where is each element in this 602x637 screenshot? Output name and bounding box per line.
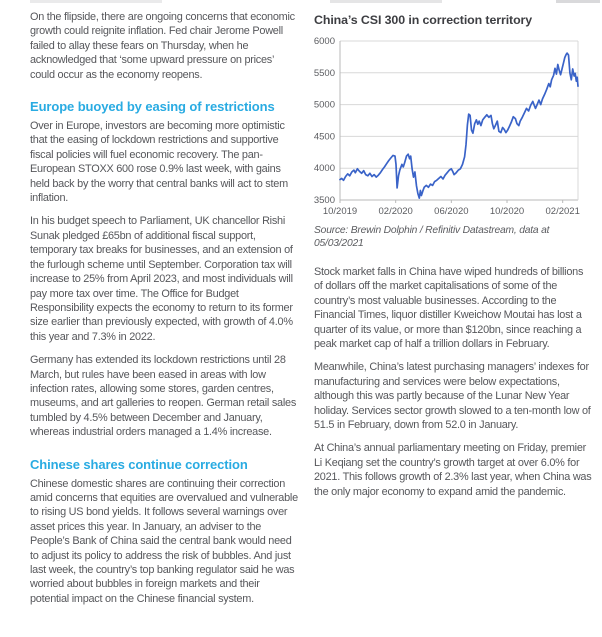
paragraph-china-market-falls: Stock market falls in China have wiped hundreds of billions of dollars off the market capitalisations of some of the country’s most valuable businesses. According to the Financial Times, liquor distiller Kweichow Moutai has lost a quarter of its value, or more than $120bn, since reaching a peak market cap of half a trillion dollars in February. (314, 266, 584, 351)
paragraph-china-pmi: Meanwhile, China’s latest purchasing managers’ indexes for manufacturing and services were below expectations, although this was partly because of the Lunar New Year holiday. Services sector growth slowed to a ten-month low of 51.5 in February, down from 52.0 in January. (314, 361, 591, 432)
paragraph-inflation-concerns: On the flipside, there are ongoing concerns that economic growth could reignite inflation. Fed chair Jerome Powell failed to allay these fears on Thursday, when he acknowledged that ‘some upward pressure on prices’ could occur as the economy reopens. (30, 11, 295, 81)
paragraph-germany-lockdown: Germany has extended its lockdown restrictions until 28 March, but rules have been eased in areas with low infection rates, allowing some stores, garden centres, museums, and art galleries to reopen. German retail sales tumbled by 4.5% between December and January, whereas industrial orders managed a 1.4% increase. (30, 354, 297, 439)
left-column (30, 10, 298, 615)
svg-text:5000: 5000 (314, 99, 335, 111)
paragraph-chinese-shares: Chinese domestic shares are continuing their correction amid concerns that equities are overvalued and vulnerable to rising US bond yields. It follows several warnings over asset prices this year. In January, an adviser to the People’s Bank of China said the central bank would need to adjust its policy to address the risk of bubbles. And just last week, the country’s top banking regulator said he was worried about bubbles in foreign markets and their potential impact on the Chinese financial system. (30, 477, 298, 605)
svg-text:02/2020: 02/2020 (378, 206, 413, 217)
svg-text:10/2020: 10/2020 (489, 206, 525, 217)
paragraph-china-growth-target: At China’s annual parliamentary meeting on Friday, premier Li Keqiang set the country’s growth target at over 6.0% for 2021. This follows growth of 2.3% last year, when China was the only major economy to expand amid the pandemic. (314, 442, 592, 498)
paragraph-europe-optimism: Over in Europe, investors are becoming more optimistic that the easing of lockdown restrictions and supportive fiscal policies will fuel economic recovery. The pan-European STOXX 600 rose 0.9% last week, with gains held back by the worry that central banks will act to stem inflation. (30, 120, 288, 205)
chart-title: China’s CSI 300 in correction territory (314, 13, 533, 27)
svg-text:6000: 6000 (314, 36, 335, 47)
svg-text:02/2021: 02/2021 (545, 206, 580, 217)
paragraph-uk-budget: In his budget speech to Parliament, UK chancellor Rishi Sunak pledged £65bn of additional fiscal support, temporary tax breaks for businesses, and an extension of the furlough scheme until September. Corporation tax will increase to 25% from April 2023, and most individuals will pay more tax over time. The Office for Budget Responsibility expects the economy to return to its former size earlier than previously expected, with growth of 4.0% this year and 7.3% in 2022. (30, 215, 293, 343)
svg-text:06/2020: 06/2020 (434, 206, 469, 217)
svg-text:10/2019: 10/2019 (322, 206, 358, 217)
section-heading-europe: Europe buoyed by easing of restrictions (30, 99, 275, 115)
csi300-line-chart (314, 36, 592, 221)
section-heading-china: Chinese shares continue correction (30, 456, 248, 472)
svg-text:4000: 4000 (314, 163, 335, 175)
right-column (314, 10, 592, 615)
svg-text:5500: 5500 (314, 67, 335, 79)
svg-text:4500: 4500 (314, 131, 335, 143)
svg-text:3500: 3500 (314, 195, 335, 206)
chart-source: Source: Brewin Dolphin / Refinitiv Datastream, data at 05/03/2021 (314, 225, 550, 249)
